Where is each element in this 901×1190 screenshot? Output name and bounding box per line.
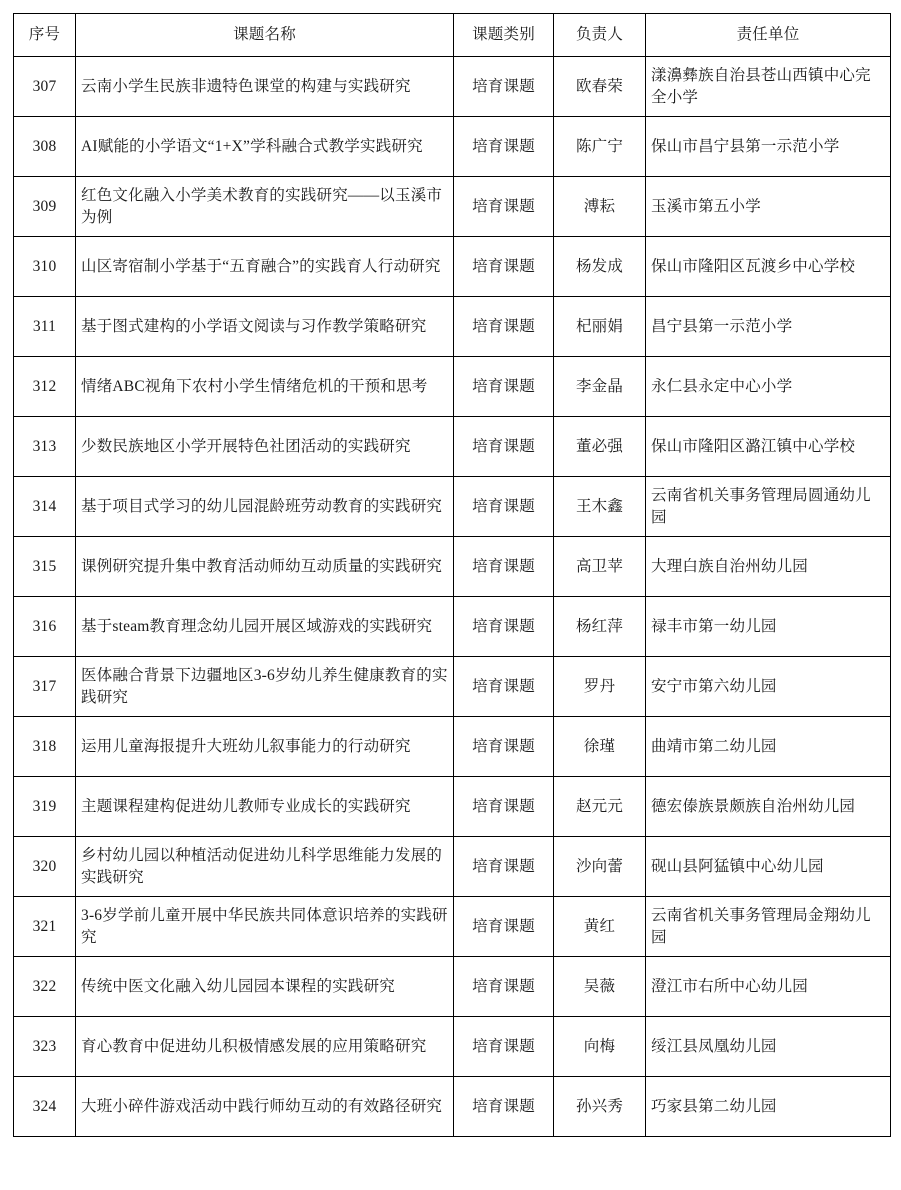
cell-cat: 培育课题 — [454, 417, 554, 477]
table-row — [14, 1017, 891, 1077]
table-row — [14, 597, 891, 657]
cell-leader: 罗丹 — [554, 657, 646, 717]
table-row — [14, 417, 891, 477]
cell-no: 317 — [14, 657, 76, 717]
cell-title: 主题课程建构促进幼儿教师专业成长的实践研究 — [76, 777, 454, 837]
cell-cat: 培育课题 — [454, 117, 554, 177]
table-row — [14, 657, 891, 717]
cell-cat: 培育课题 — [454, 597, 554, 657]
table-row — [14, 297, 891, 357]
column-header-title: 课题名称 — [76, 14, 454, 57]
table-body — [14, 57, 891, 1137]
cell-title: 基于项目式学习的幼儿园混龄班劳动教育的实践研究 — [76, 477, 454, 537]
cell-unit: 保山市隆阳区瓦渡乡中心学校 — [646, 237, 891, 297]
cell-no: 307 — [14, 57, 76, 117]
cell-unit: 巧家县第二幼儿园 — [646, 1077, 891, 1137]
cell-cat: 培育课题 — [454, 657, 554, 717]
cell-unit: 玉溪市第五小学 — [646, 177, 891, 237]
cell-unit: 德宏傣族景颇族自治州幼儿园 — [646, 777, 891, 837]
table-row — [14, 777, 891, 837]
cell-cat: 培育课题 — [454, 1077, 554, 1137]
cell-unit: 澄江市右所中心幼儿园 — [646, 957, 891, 1017]
cell-title: 运用儿童海报提升大班幼儿叙事能力的行动研究 — [76, 717, 454, 777]
column-header-unit: 责任单位 — [646, 14, 891, 57]
cell-leader: 欧春荣 — [554, 57, 646, 117]
column-header-cat: 课题类别 — [454, 14, 554, 57]
cell-unit: 永仁县永定中心小学 — [646, 357, 891, 417]
cell-no: 314 — [14, 477, 76, 537]
cell-unit: 云南省机关事务管理局圆通幼儿园 — [646, 477, 891, 537]
project-listing-table — [13, 13, 891, 1137]
cell-unit: 保山市隆阳区潞江镇中心学校 — [646, 417, 891, 477]
cell-no: 320 — [14, 837, 76, 897]
cell-cat: 培育课题 — [454, 57, 554, 117]
cell-title: 云南小学生民族非遗特色课堂的构建与实践研究 — [76, 57, 454, 117]
cell-title: 情绪ABC视角下农村小学生情绪危机的干预和思考 — [76, 357, 454, 417]
cell-cat: 培育课题 — [454, 957, 554, 1017]
table-row — [14, 177, 891, 237]
cell-no: 310 — [14, 237, 76, 297]
cell-title: 少数民族地区小学开展特色社团活动的实践研究 — [76, 417, 454, 477]
cell-title: 课例研究提升集中教育活动师幼互动质量的实践研究 — [76, 537, 454, 597]
cell-leader: 杨发成 — [554, 237, 646, 297]
cell-no: 312 — [14, 357, 76, 417]
cell-leader: 溥耘 — [554, 177, 646, 237]
cell-cat: 培育课题 — [454, 897, 554, 957]
cell-no: 318 — [14, 717, 76, 777]
cell-cat: 培育课题 — [454, 177, 554, 237]
cell-leader: 董必强 — [554, 417, 646, 477]
cell-leader: 杨红萍 — [554, 597, 646, 657]
table-row — [14, 897, 891, 957]
cell-unit: 砚山县阿猛镇中心幼儿园 — [646, 837, 891, 897]
cell-title: 乡村幼儿园以种植活动促进幼儿科学思维能力发展的实践研究 — [76, 837, 454, 897]
cell-no: 308 — [14, 117, 76, 177]
cell-no: 323 — [14, 1017, 76, 1077]
cell-unit: 保山市昌宁县第一示范小学 — [646, 117, 891, 177]
cell-cat: 培育课题 — [454, 1017, 554, 1077]
cell-no: 319 — [14, 777, 76, 837]
cell-unit: 禄丰市第一幼儿园 — [646, 597, 891, 657]
column-header-no: 序号 — [14, 14, 76, 57]
table-row — [14, 357, 891, 417]
cell-title: 基于steam教育理念幼儿园开展区域游戏的实践研究 — [76, 597, 454, 657]
cell-leader: 沙向蕾 — [554, 837, 646, 897]
table-row — [14, 117, 891, 177]
cell-unit: 漾濞彝族自治县苍山西镇中心完全小学 — [646, 57, 891, 117]
cell-cat: 培育课题 — [454, 477, 554, 537]
cell-title: 山区寄宿制小学基于“五育融合”的实践育人行动研究 — [76, 237, 454, 297]
cell-cat: 培育课题 — [454, 297, 554, 357]
cell-no: 321 — [14, 897, 76, 957]
cell-title: 育心教育中促进幼儿积极情感发展的应用策略研究 — [76, 1017, 454, 1077]
cell-cat: 培育课题 — [454, 777, 554, 837]
cell-unit: 曲靖市第二幼儿园 — [646, 717, 891, 777]
cell-leader: 杞丽娟 — [554, 297, 646, 357]
cell-no: 313 — [14, 417, 76, 477]
cell-leader: 徐瑾 — [554, 717, 646, 777]
cell-leader: 向梅 — [554, 1017, 646, 1077]
cell-no: 324 — [14, 1077, 76, 1137]
cell-leader: 孙兴秀 — [554, 1077, 646, 1137]
table-row — [14, 717, 891, 777]
column-header-leader: 负责人 — [554, 14, 646, 57]
cell-leader: 陈广宁 — [554, 117, 646, 177]
cell-title: 医体融合背景下边疆地区3-6岁幼儿养生健康教育的实践研究 — [76, 657, 454, 717]
table-row — [14, 57, 891, 117]
cell-no: 315 — [14, 537, 76, 597]
table-row — [14, 957, 891, 1017]
cell-title: AI赋能的小学语文“1+X”学科融合式教学实践研究 — [76, 117, 454, 177]
table-row — [14, 237, 891, 297]
cell-no: 322 — [14, 957, 76, 1017]
cell-no: 311 — [14, 297, 76, 357]
cell-cat: 培育课题 — [454, 837, 554, 897]
cell-cat: 培育课题 — [454, 237, 554, 297]
table-row — [14, 477, 891, 537]
cell-unit: 昌宁县第一示范小学 — [646, 297, 891, 357]
cell-unit: 云南省机关事务管理局金翔幼儿园 — [646, 897, 891, 957]
cell-cat: 培育课题 — [454, 717, 554, 777]
cell-cat: 培育课题 — [454, 357, 554, 417]
table-header — [14, 14, 891, 57]
cell-no: 316 — [14, 597, 76, 657]
table-row — [14, 837, 891, 897]
cell-cat: 培育课题 — [454, 537, 554, 597]
cell-unit: 大理白族自治州幼儿园 — [646, 537, 891, 597]
cell-unit: 绥江县凤凰幼儿园 — [646, 1017, 891, 1077]
cell-leader: 李金晶 — [554, 357, 646, 417]
cell-title: 红色文化融入小学美术教育的实践研究——以玉溪市为例 — [76, 177, 454, 237]
table-row — [14, 1077, 891, 1137]
cell-no: 309 — [14, 177, 76, 237]
cell-leader: 吴薇 — [554, 957, 646, 1017]
cell-title: 3-6岁学前儿童开展中华民族共同体意识培养的实践研究 — [76, 897, 454, 957]
cell-leader: 赵元元 — [554, 777, 646, 837]
table-row — [14, 537, 891, 597]
cell-title: 基于图式建构的小学语文阅读与习作教学策略研究 — [76, 297, 454, 357]
table-header-row — [14, 14, 891, 57]
cell-leader: 高卫苹 — [554, 537, 646, 597]
cell-title: 传统中医文化融入幼儿园园本课程的实践研究 — [76, 957, 454, 1017]
cell-leader: 黄红 — [554, 897, 646, 957]
cell-unit: 安宁市第六幼儿园 — [646, 657, 891, 717]
cell-title: 大班小碎件游戏活动中践行师幼互动的有效路径研究 — [76, 1077, 454, 1137]
cell-leader: 王木鑫 — [554, 477, 646, 537]
